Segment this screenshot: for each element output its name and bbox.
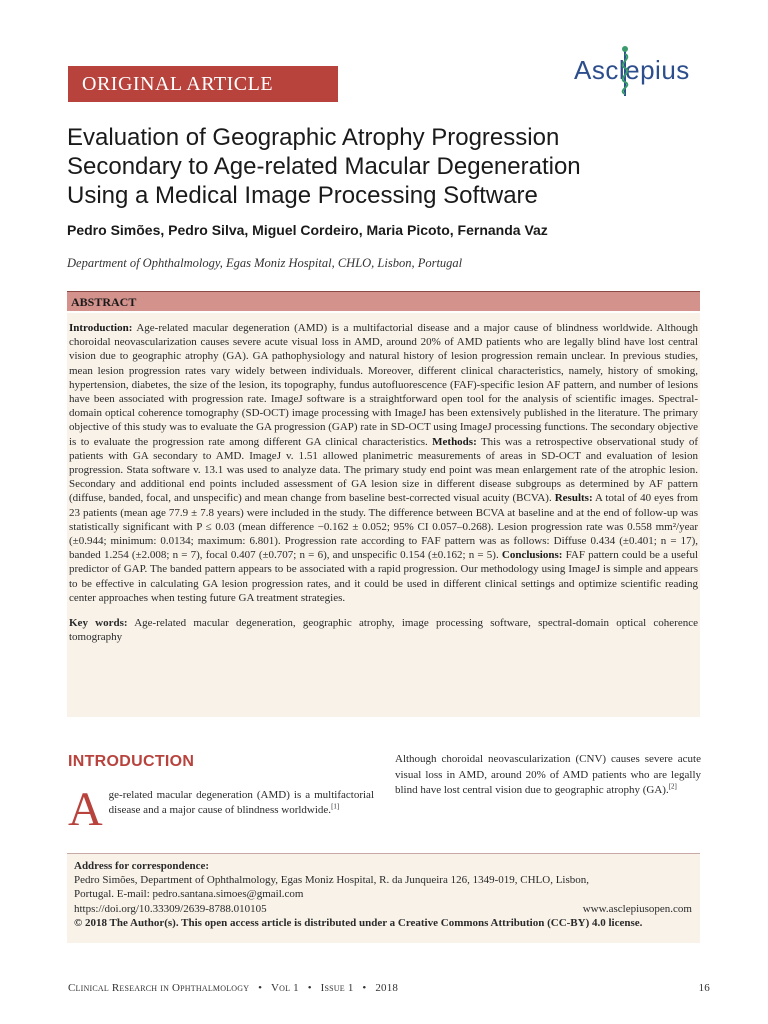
title-line-3: Using a Medical Image Processing Software	[67, 182, 538, 209]
footer-citation	[68, 982, 398, 994]
affiliation: Department of Ophthalmology, Egas Moniz Hospital, CHLO, Lisbon, Portugal	[67, 256, 463, 270]
conclusions-label: Conclusions:	[501, 549, 563, 562]
website-link[interactable]: www.asclepiusopen.com	[582, 902, 692, 915]
intro-right-text: Although choroidal neovascularization (CNV) causes severe acute visual loss in AMD, around 20% of AMD patients who are legally blind have lost central vision due to geographic atrophy (GA).	[395, 753, 701, 796]
abstract-text	[69, 321, 698, 605]
methods-label: Methods:	[432, 435, 477, 448]
license-notice: © 2018 The Author(s). This open access article is distributed under a Creative Commons Attribution (CC-BY) 4.0 license.	[74, 916, 643, 929]
publisher-logo[interactable]	[574, 48, 702, 92]
intro-label: Introduction:	[69, 322, 133, 334]
title-line-2: Secondary to Age-related Macular Degeneration	[67, 153, 581, 180]
volume: Vol 1	[271, 982, 299, 994]
keywords-text: Age-related macular degeneration, geographic atrophy, image processing software, spectral-domain optical coherence tomography	[69, 617, 698, 644]
correspondence-line-1: Pedro Simões, Department of Ophthalmology, Egas Moniz Hospital, R. da Junqueira 126, 1349-019, CHLO, Lisbon,	[74, 874, 590, 887]
results-text: A total of 40 eyes from 23 patients (mean age 77.9 ± 7.8 years) were included in the study. The difference between BCVA at baseline and at the end of follow-up was statistically significant with P ≤ 0.03 (mean difference −0.162 ± 0.052; 95% CI 0.057–0.268). Lesion progression rate was 0.558 mm²/year (±0.944; minimum: 0.0134; maximum: 6.801). Progression rate according to FAF pattern was as follows: Diffuse 0.434 (±0.401; n = 17), banded 1.254 (±2.008; n = 7), focal 0.407 (±0.707; n = 6), and unspecific 0.154 (±0.162; n = 5).	[69, 492, 699, 562]
intro-left-column	[68, 783, 374, 848]
separator: •	[362, 982, 367, 994]
article-type-banner: ORIGINAL ARTICLE	[68, 66, 338, 102]
introduction-heading: INTRODUCTION	[68, 753, 195, 770]
author-list: Pedro Simões, Pedro Silva, Miguel Cordeiro, Maria Picoto, Fernanda Vaz	[67, 222, 548, 238]
intro-left-text: ge-related macular degeneration (AMD) is a multifactorial disease and a major cause of blindness worldwide.	[108, 789, 374, 816]
journal-name: Clinical Research in Ophthalmology	[68, 982, 250, 994]
separator: •	[307, 982, 312, 994]
doi-link[interactable]: https://doi.org/10.33309/2639-8788.010105	[74, 902, 267, 915]
doi-row	[74, 902, 692, 916]
paper-title	[67, 123, 687, 210]
page-number: 16	[698, 982, 710, 994]
results-label: Results:	[554, 492, 593, 505]
caduceus-icon	[617, 44, 633, 98]
intro-right-column	[395, 752, 701, 799]
title-line-1: Evaluation of Geographic Atrophy Progression	[67, 124, 560, 151]
abstract-heading: ABSTRACT	[67, 291, 700, 311]
issue: Issue 1	[320, 982, 354, 994]
separator: •	[258, 982, 263, 994]
keywords-label: Key words:	[69, 617, 128, 630]
drop-cap: A	[68, 783, 103, 836]
keywords	[69, 616, 698, 644]
citation-link[interactable]: [2]	[668, 782, 677, 791]
intro-text: Age-related macular degeneration (AMD) is a multifactorial disease and a major cause of blindness worldwide. Although choroidal neovascularization causes severe acute visual loss in AMD, around 20% of AMD patients who are legally blind have lost central vision due to geographic atrophy (GA). GA pathophysiology and natural history of lesion progression remain unclear. In previous studies, mean lesion progression rates vary widely between individuals. Moreover, different clinical characteristics, namely, history of smoking, hypertension, diabetes, the size of the lesion, its topography, fundus autofluorescence (FAF)-specific lesion AF pattern, and number of lesions have been associated with progression rate. ImageJ software is a straightforward open tool for the analysis of scientific images. Spectral-domain optical coherence tomography (SD-OCT) image processing with ImageJ has been extensively published in the literature. The primary objective of this study was to evaluate the GA progression (GAP) rate in SD-OCT using ImageJ processing functions. The secondary objective is to evaluate the progression rate among different GA clinical characteristics.	[69, 322, 698, 448]
correspondence-box	[67, 853, 700, 943]
methods-text: This was a retrospective observational study of patients with GA secondary to AMD. ImageJ v. 1.51 allowed planimetric measurements of areas in SD-OCT and evaluation of lesion progression. Stata software v. 13.1 was used to analyze data. The primary study end point was mean enlargement rate of the atrophic lesion. Secondary and additional end points included assessment of GA lesion size in different disease subgroups as determined by AF pattern (diffuse, banded, focal, and unspecific) and mean change from baseline best-corrected visual acuity (BCVA).	[69, 435, 698, 505]
correspondence-heading: Address for correspondence:	[74, 860, 210, 872]
abstract-box	[67, 313, 700, 717]
conclusions-text: FAF pattern could be a useful predictor of GAP. The banded pattern appears to be associated with a rapid progression. Our methodology using ImageJ is simple and appears to be effective in calculating GA lesion progression rates, and it could be used in different clinical settings and optimize scientific reading center approaches when testing future GA treatment strategies.	[69, 549, 699, 604]
correspondence-line-2: Portugal. E-mail: pedro.santana.simoes@gmail.com	[74, 888, 304, 901]
year: 2018	[375, 982, 399, 994]
citation-link[interactable]: [1]	[331, 801, 340, 810]
page-footer	[68, 982, 710, 994]
logo-text: Asclepius	[574, 54, 690, 85]
